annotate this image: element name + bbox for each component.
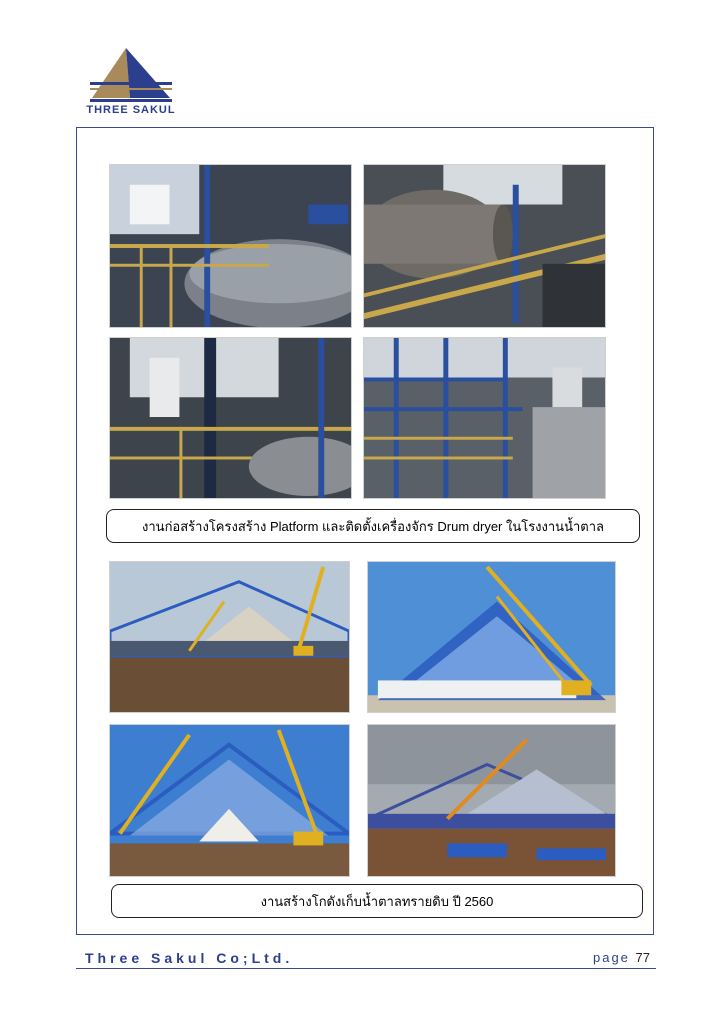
footer-page-indicator <box>593 950 650 965</box>
photo-warehouse-4 <box>367 724 616 877</box>
logo-text: THREE SAKUL <box>86 104 176 116</box>
logo-mark-icon <box>86 46 176 104</box>
page-label: page <box>592 950 630 965</box>
photo-warehouse-1 <box>109 561 350 713</box>
photo-drum-dryer-2 <box>363 164 606 328</box>
caption-platform-drum-dryer: งานก่อสร้างโครงสร้าง Platform และติดตั้งเครื่องจักร Drum dryer ในโรงงานน้ำตาล <box>106 509 640 543</box>
photo-warehouse-3 <box>109 724 350 877</box>
photo-warehouse-2 <box>367 561 616 713</box>
photo-drum-dryer-1 <box>109 164 352 328</box>
footer-divider <box>76 968 656 969</box>
photo-drum-dryer-3 <box>109 337 352 499</box>
photo-drum-dryer-4 <box>363 337 606 499</box>
company-logo <box>86 46 176 120</box>
page-number: 77 <box>635 950 650 965</box>
caption-sugar-warehouse: งานสร้างโกดังเก็บน้ำตาลทรายดิบ ปี 2560 <box>111 884 643 918</box>
footer-company-name: Three Sakul Co;Ltd. <box>85 950 294 966</box>
